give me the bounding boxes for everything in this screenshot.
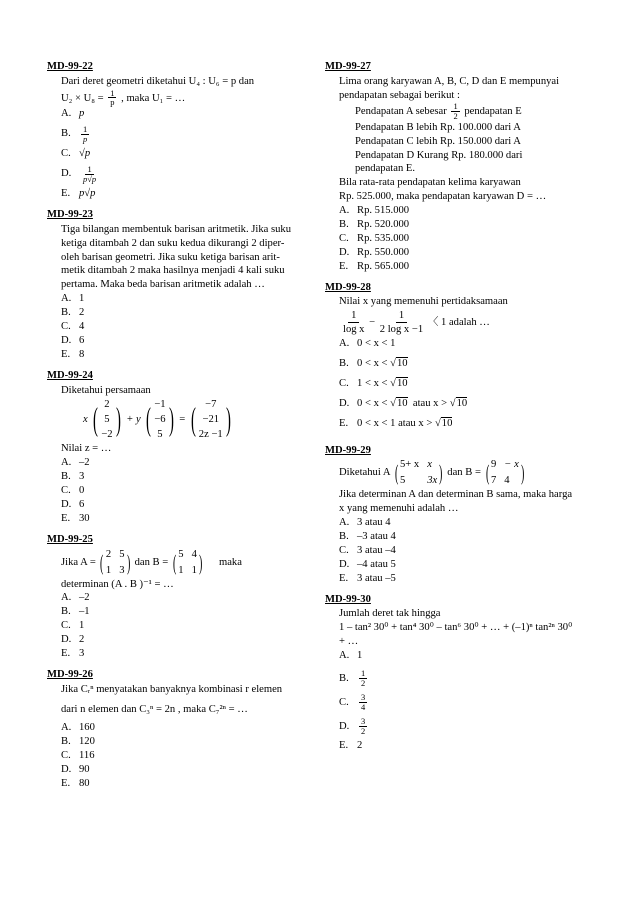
option-letter: E.	[339, 572, 349, 584]
option-text: p	[79, 108, 85, 120]
option-letter: C.	[61, 320, 71, 332]
option-letter: B.	[339, 357, 349, 369]
problem-md-99-30	[325, 593, 595, 757]
option-letter: D.	[339, 246, 350, 258]
problem-title: MD-99-27	[325, 61, 371, 72]
option-text: 3 atau –5	[357, 572, 396, 584]
option-a	[47, 721, 285, 735]
option-text: Rp. 520.000	[357, 218, 410, 230]
problem-text: Jika determinan A dan determinan B sama, maka harga	[339, 489, 573, 500]
vector-cell: −7	[205, 399, 217, 411]
vector-cell: 2	[104, 399, 110, 411]
option-text: p√p	[79, 188, 96, 200]
radicand: 10	[396, 397, 408, 409]
option-letter: E.	[61, 777, 71, 789]
option-letter: D.	[339, 558, 350, 570]
option-letter: C.	[61, 749, 71, 761]
option-b	[325, 218, 595, 232]
sqrt-symbol	[390, 357, 407, 377]
formula-text: U₂ × U₈ =	[61, 92, 104, 104]
option-text: √p	[79, 148, 91, 160]
vector-cell: 5	[104, 414, 110, 426]
option-letter: A.	[339, 337, 350, 349]
matrix-cell: 5	[399, 475, 406, 487]
fraction	[81, 125, 89, 144]
fraction-denominator: p	[110, 97, 115, 108]
option-text: Rp. 515.000	[357, 204, 410, 216]
problem-title: MD-99-25	[47, 534, 93, 546]
matrix-cell: x	[427, 459, 432, 471]
radicand: 10	[456, 397, 468, 409]
matrix-cell: − x	[504, 459, 519, 471]
problem-text: metik ditambah 2 maka hasilnya menjadi 4 kali suku	[61, 265, 285, 277]
option-c	[325, 377, 595, 397]
problem-title: MD-99-30	[325, 593, 371, 605]
radicand: 10	[396, 377, 408, 389]
vector-1: ( 2 5 −2 )	[93, 399, 121, 441]
option-letter: B.	[61, 306, 71, 318]
fraction-numerator: 3	[361, 692, 366, 703]
option-text: 120	[79, 735, 95, 747]
fraction-numerator: 1	[396, 309, 407, 323]
option-c	[325, 544, 595, 558]
problem-text: Bila rata-rata pendapatan kelima karyawan	[339, 177, 521, 189]
option-text: 0	[79, 485, 85, 497]
option-text: 2	[79, 634, 85, 646]
problem-md-99-25	[47, 533, 285, 661]
matrix-cell: 1	[191, 564, 197, 576]
option-c	[47, 147, 285, 161]
option-letter: B.	[339, 218, 349, 230]
option-letter: A.	[339, 649, 350, 661]
problem-text: dari n elemen dan C₃ⁿ = 2n , maka C₇²ⁿ = …	[61, 703, 248, 715]
problem-text: oleh barisan geometri. Jika suku ketiga barisan arit-	[61, 251, 280, 263]
option-c	[47, 484, 285, 498]
formula-text: −	[369, 317, 376, 329]
option-b	[47, 121, 285, 147]
option-e	[325, 260, 595, 274]
matrix-cell: 4	[191, 549, 197, 560]
matrix-cell: 2	[105, 549, 112, 560]
option-letter: E.	[339, 260, 349, 272]
option-text: 2	[357, 739, 363, 751]
option-a	[47, 107, 285, 121]
option-text: 90	[79, 763, 90, 775]
option-text: 4	[79, 320, 85, 332]
option-c	[325, 691, 595, 715]
fraction-denominator: 2	[453, 111, 458, 122]
option-a	[47, 591, 285, 605]
option-letter: A.	[61, 592, 72, 604]
option-text: 1	[357, 649, 363, 661]
sqrt-symbol	[450, 397, 467, 417]
list-item: Pendapatan B lebih Rp. 100.000 dari A	[355, 122, 521, 134]
formula-text: dan B =	[134, 557, 169, 569]
vector-cell: −21	[202, 414, 220, 426]
option-b	[325, 357, 595, 377]
option-text: 0 < x < 1	[357, 337, 396, 349]
matrix-cell: 5+ x	[399, 459, 420, 471]
problem-text: pendapatan sebagai berikut :	[339, 89, 460, 101]
list-item: pendapatan E.	[355, 163, 416, 175]
problem-text: 1 – tan² 30⁰ + tan⁴ 30⁰ – tan⁶ 30⁰ + … + (–1)ⁿ tan²ⁿ 30⁰	[339, 622, 573, 634]
option-letter: C.	[61, 148, 71, 160]
option-d	[47, 334, 285, 348]
option-e	[325, 417, 595, 437]
matrix-cell: 7	[491, 475, 497, 487]
problem-title: MD-99-26	[47, 669, 93, 681]
option-letter: C.	[339, 544, 349, 556]
formula-text: + y	[126, 414, 141, 426]
option-letter: E.	[339, 739, 349, 751]
option-letter: D.	[339, 397, 350, 409]
matrix-cell: 4	[504, 475, 510, 487]
fraction-denominator: 2	[361, 726, 366, 737]
fraction-numerator: 3	[361, 716, 366, 727]
problem-text: Jumlah deret tak hingga	[339, 608, 441, 620]
problem-title: MD-99-23	[47, 209, 93, 221]
fraction-denominator: p√p	[83, 173, 97, 184]
option-letter: B.	[61, 128, 71, 140]
option-c	[47, 749, 285, 763]
list-item	[355, 102, 595, 121]
option-text: 1	[79, 620, 85, 632]
sqrt-symbol	[435, 417, 452, 437]
matrix-cell: 1	[105, 564, 112, 576]
list-item: Pendapatan D Kurang Rp. 180.000 dari	[355, 149, 523, 161]
option-d	[47, 763, 285, 777]
matrix-a: ( 5+ x x 5 3x )	[394, 459, 443, 487]
sqrt-symbol	[390, 397, 407, 417]
option-text: 3 atau 4	[357, 516, 391, 528]
matrix-b: ( 5 4 1 1 )	[172, 549, 203, 576]
problem-text: Jika Cᵣⁿ menyatakan banyaknya kombinasi r elemen	[61, 684, 283, 696]
option-text: 0 < x <	[357, 357, 388, 369]
option-c	[47, 320, 285, 334]
problem-text: ketiga ditambah 2 dan suku kedua dikurangi 2 diper-	[61, 237, 285, 249]
option-text: 3	[79, 648, 85, 660]
matrix-cell: 3	[119, 564, 125, 576]
formula-text: , maka U₁ = …	[121, 92, 186, 104]
vector-cell: 5	[157, 429, 163, 441]
option-letter: C.	[61, 485, 71, 497]
option-a	[47, 292, 285, 306]
problem-text: Dari deret geometri diketahui U₄ : U₆ = p dan	[61, 75, 255, 87]
problem-md-99-27	[325, 60, 595, 274]
option-a	[47, 456, 285, 470]
option-text: atau x >	[412, 397, 448, 409]
option-text: 6	[79, 499, 85, 511]
fraction	[359, 669, 367, 688]
option-a	[325, 516, 595, 530]
option-e	[47, 348, 285, 362]
option-text: 2	[79, 306, 85, 318]
list-item: Pendapatan C lebih Rp. 150.000 dari A	[355, 135, 521, 147]
right-column	[325, 60, 595, 764]
problem-text: x yang memenuhi adalah …	[339, 502, 459, 514]
left-column	[47, 60, 291, 798]
option-e	[47, 187, 285, 201]
option-letter: C.	[339, 696, 349, 708]
fraction-denominator: log x	[343, 324, 365, 336]
option-text: 80	[79, 777, 90, 789]
fraction-numerator: 1	[361, 668, 366, 679]
option-text: 0 < x <	[357, 397, 388, 409]
option-letter: A.	[61, 292, 72, 304]
problem-md-99-24	[47, 369, 285, 526]
problem-title: MD-99-24	[47, 369, 93, 381]
fraction	[451, 102, 459, 121]
fraction-numerator: 1	[453, 101, 458, 112]
option-text: –4 atau 5	[357, 558, 396, 570]
fraction-denominator: 2	[361, 678, 366, 689]
option-text: Rp. 550.000	[357, 246, 410, 258]
fraction	[108, 89, 116, 108]
formula-text: dan B =	[447, 467, 481, 479]
option-d	[47, 498, 285, 512]
matrix-cell: 5	[119, 549, 125, 560]
option-letter: A.	[61, 108, 72, 120]
option-d	[325, 715, 595, 739]
option-b	[325, 530, 595, 544]
option-letter: D.	[61, 763, 72, 775]
option-text: –1	[79, 606, 90, 618]
option-text: 3 atau –4	[357, 544, 396, 556]
fraction-denominator: p	[83, 133, 88, 144]
fraction	[343, 309, 364, 336]
list-text: pendapatan E	[464, 106, 522, 118]
option-text: 3	[79, 471, 85, 483]
option-e	[325, 739, 595, 757]
fraction	[380, 309, 423, 336]
problem-title: MD-99-22	[47, 61, 93, 72]
matrix-cell: 5	[178, 549, 184, 560]
formula-text: maka	[218, 557, 242, 569]
list-text: Pendapatan A sebesar	[355, 106, 447, 118]
fraction-numerator: 1	[83, 123, 88, 134]
fraction	[359, 693, 367, 712]
option-text: 0 < x < 1 atau x >	[357, 417, 433, 429]
formula-text: 〈 1 adalah …	[427, 317, 490, 329]
option-letter: B.	[61, 735, 71, 747]
sqrt-symbol	[390, 377, 407, 397]
matrix-statement	[339, 458, 595, 488]
option-text: –3 atau 4	[357, 530, 396, 542]
vector-cell: 2z −1	[198, 429, 223, 441]
option-letter: C.	[61, 620, 71, 632]
option-letter: E.	[61, 348, 71, 360]
option-letter: A.	[61, 721, 72, 733]
problem-text: Rp. 525.000, maka pendapatan karyawan D = …	[339, 190, 547, 202]
option-letter: C.	[339, 377, 349, 389]
option-letter: B.	[339, 530, 349, 542]
vector-cell: −1	[154, 399, 166, 411]
radicand: 10	[396, 357, 408, 369]
option-text: 160	[79, 721, 95, 733]
option-c	[325, 232, 595, 246]
option-letter: D.	[61, 634, 72, 646]
option-d	[325, 558, 595, 572]
matrix-a: ( 2 5 1 3 )	[100, 549, 130, 576]
option-e	[47, 647, 285, 661]
problem-text: determinan (A . B )⁻¹ = …	[61, 578, 174, 590]
option-letter: D.	[339, 720, 350, 732]
option-b	[47, 470, 285, 484]
option-b	[325, 667, 595, 691]
matrix-cell: 9	[491, 459, 497, 471]
option-text: –2	[79, 592, 90, 604]
option-letter: B.	[61, 471, 71, 483]
variable-x: x	[83, 414, 88, 426]
option-letter: D.	[61, 168, 72, 180]
matrix-statement	[61, 548, 285, 578]
formula-text: Diketahui A	[339, 467, 390, 479]
problem-title: MD-99-28	[325, 281, 371, 293]
option-text: 1 < x <	[357, 377, 388, 389]
option-d	[47, 633, 285, 647]
problem-md-99-28	[325, 281, 595, 437]
problem-text: Tiga bilangan membentuk barisan aritmetik. Jika suku	[61, 224, 291, 236]
option-letter: E.	[61, 513, 71, 525]
problem-text: + …	[339, 635, 359, 647]
option-letter: E.	[61, 188, 71, 200]
problem-md-99-23	[47, 208, 291, 362]
formula-text: Jika A =	[61, 557, 96, 569]
radicand: 10	[441, 417, 453, 429]
problem-text: Lima orang karyawan A, B, C, D dan E mempunyai	[339, 75, 560, 87]
vector-3: ( −7 −21 2z −1 )	[190, 399, 231, 441]
option-letter: B.	[339, 672, 349, 684]
matrix-cell: 1	[178, 564, 184, 576]
vector-cell: −6	[154, 414, 166, 426]
option-text: Rp. 535.000	[357, 232, 410, 244]
problem-text: Nilai x yang memenuhi pertidaksamaan	[339, 296, 508, 308]
vector-cell: −2	[101, 429, 113, 441]
option-e	[47, 777, 285, 791]
problem-text	[61, 89, 285, 108]
option-e	[47, 512, 285, 526]
option-letter: B.	[61, 606, 71, 618]
option-text: Rp. 565.000	[357, 260, 410, 272]
option-e	[325, 572, 595, 586]
problem-md-99-29	[325, 444, 595, 586]
option-d	[325, 397, 595, 417]
option-letter: A.	[339, 516, 350, 528]
option-letter: D.	[61, 334, 72, 346]
vector-equation	[61, 397, 285, 442]
option-a	[325, 204, 595, 218]
vector-2: ( −1 −6 5 )	[146, 399, 174, 441]
option-b	[47, 735, 285, 749]
option-text: 1	[79, 292, 85, 304]
fraction-denominator: 4	[361, 702, 366, 713]
option-d	[325, 246, 595, 260]
problem-title: MD-99-29	[325, 444, 371, 456]
problem-md-99-26	[47, 668, 285, 790]
matrix-b: ( 9 − x 7 4 )	[485, 459, 525, 487]
fraction	[359, 717, 367, 736]
option-letter: D.	[61, 499, 72, 511]
fraction-numerator: 1	[87, 163, 92, 174]
option-d	[47, 161, 285, 187]
option-letter: A.	[61, 457, 72, 469]
option-a	[325, 337, 595, 357]
option-letter: E.	[339, 417, 349, 429]
fraction	[81, 165, 98, 184]
fraction-numerator: 1	[348, 309, 359, 323]
option-b	[47, 306, 285, 320]
matrix-cell: 3x	[427, 475, 438, 487]
option-c	[47, 619, 285, 633]
formula-text: =	[179, 414, 186, 426]
option-letter: E.	[61, 648, 71, 660]
option-letter: A.	[339, 204, 350, 216]
option-text: 116	[79, 749, 95, 761]
option-b	[47, 605, 285, 619]
problem-md-99-22	[47, 60, 285, 201]
inequality	[339, 309, 595, 336]
option-text: –2	[79, 457, 90, 469]
option-text: 6	[79, 334, 85, 346]
problem-text: pertama. Maka beda barisan aritmetik adalah …	[61, 279, 265, 291]
option-text: 30	[79, 513, 90, 525]
problem-text: Diketahui persamaan	[61, 384, 151, 396]
option-text: 8	[79, 348, 85, 360]
fraction-denominator: 2 log x −1	[379, 324, 424, 336]
option-a	[325, 649, 595, 667]
option-letter: C.	[339, 232, 349, 244]
problem-text: Nilai z = …	[61, 443, 112, 455]
fraction-numerator: 1	[110, 87, 115, 98]
